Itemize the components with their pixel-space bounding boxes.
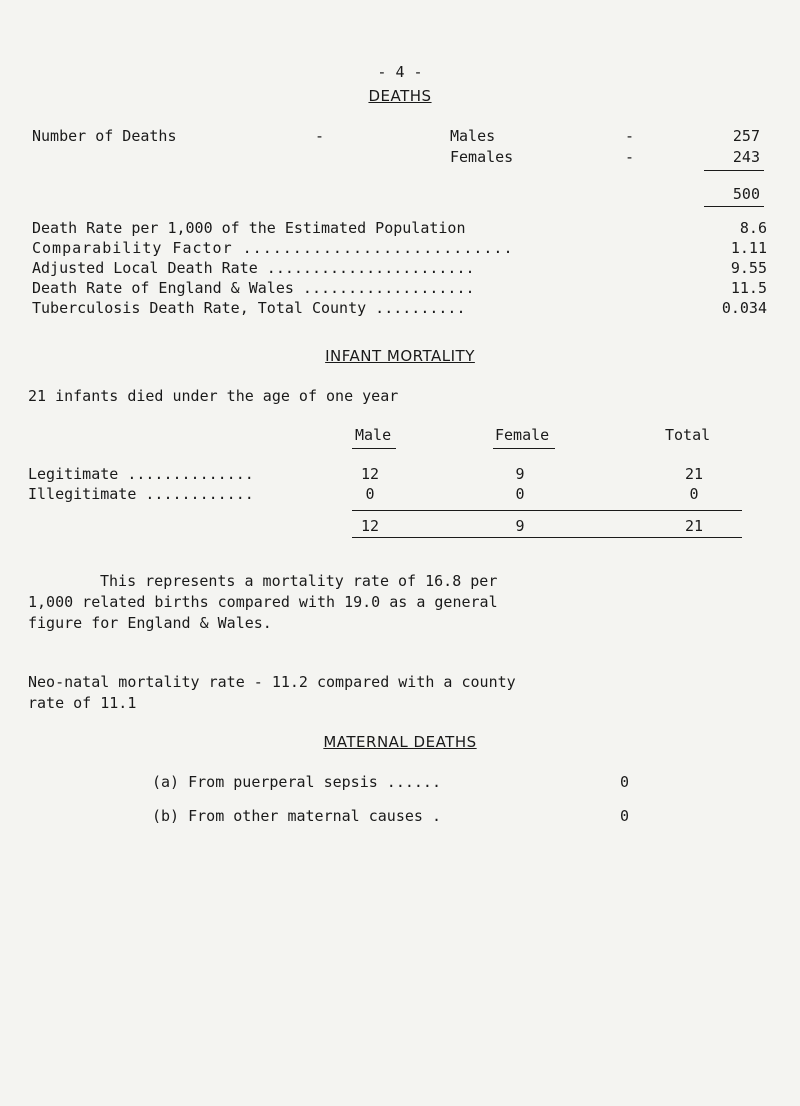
rate-label: Adjusted Local Death Rate ....................... (32, 259, 475, 277)
rate-value: 1.11 (730, 239, 767, 257)
infant-intro: 21 infants died under the age of one year (28, 387, 399, 405)
paragraph-line: This represents a mortality rate of 16.8 per (100, 572, 498, 590)
col-male-header: Male (355, 426, 392, 444)
rate-label: Comparability Factor ........................... (32, 239, 514, 257)
legitimate-total: 21 (684, 465, 704, 483)
page-number: - 4 - (377, 63, 423, 81)
deaths-total-value: 500 (732, 185, 760, 203)
rate-row (32, 258, 767, 278)
rate-row (32, 278, 767, 298)
col-female-underline (493, 448, 555, 449)
maternal-item-label: (b) From other maternal causes . (152, 807, 441, 825)
illegitimate-label: Illegitimate ............ (28, 485, 254, 503)
infant-mortality-heading: INFANT MORTALITY (325, 347, 475, 365)
illegitimate-female: 0 (515, 485, 525, 503)
number-of-deaths-label: Number of Deaths (32, 127, 177, 145)
females-value: 243 (732, 148, 760, 166)
maternal-item-label: (a) From puerperal sepsis ...... (152, 773, 441, 791)
number-of-deaths-dash: - (315, 127, 325, 145)
paragraph-line: rate of 11.1 (28, 694, 137, 712)
paragraph-line: 1,000 related births compared with 19.0 as a general (28, 593, 498, 611)
infant-totals-underline (352, 537, 742, 538)
infant-total-male: 12 (360, 517, 380, 535)
rate-value: 11.5 (730, 279, 767, 297)
males-label: Males (450, 127, 496, 145)
rate-value: 0.034 (721, 299, 767, 317)
illegitimate-total: 0 (689, 485, 699, 503)
maternal-deaths-heading: MATERNAL DEATHS (323, 733, 477, 751)
rate-row (32, 218, 767, 238)
infant-total-total: 21 (684, 517, 704, 535)
legitimate-label: Legitimate .............. (28, 465, 254, 483)
females-dash: - (625, 148, 635, 166)
rate-row (32, 298, 767, 318)
infant-totals-rule (352, 510, 742, 511)
maternal-item-value: 0 (620, 807, 630, 825)
males-value: 257 (732, 127, 760, 145)
deaths-total-rule (704, 206, 764, 207)
legitimate-female: 9 (515, 465, 525, 483)
deaths-subtotal-rule (704, 170, 764, 171)
rate-label: Death Rate per 1,000 of the Estimated Population (32, 219, 466, 237)
col-total-header: Total (665, 426, 711, 444)
infant-total-female: 9 (515, 517, 525, 535)
rate-label: Death Rate of England & Wales ................... (32, 279, 475, 297)
paragraph-line: Neo-natal mortality rate - 11.2 compared with a county (28, 673, 516, 691)
rate-row (32, 238, 767, 258)
col-female-header: Female (495, 426, 550, 444)
females-label: Females (450, 148, 514, 166)
rate-value: 9.55 (730, 259, 767, 277)
illegitimate-male: 0 (365, 485, 375, 503)
col-male-underline (352, 448, 396, 449)
males-dash: - (625, 127, 635, 145)
paragraph-line: figure for England & Wales. (28, 614, 272, 632)
rate-label: Tuberculosis Death Rate, Total County .......... (32, 299, 466, 317)
rate-value: 8.6 (739, 219, 767, 237)
deaths-heading: DEATHS (368, 87, 432, 105)
maternal-item-value: 0 (620, 773, 630, 791)
legitimate-male: 12 (360, 465, 380, 483)
